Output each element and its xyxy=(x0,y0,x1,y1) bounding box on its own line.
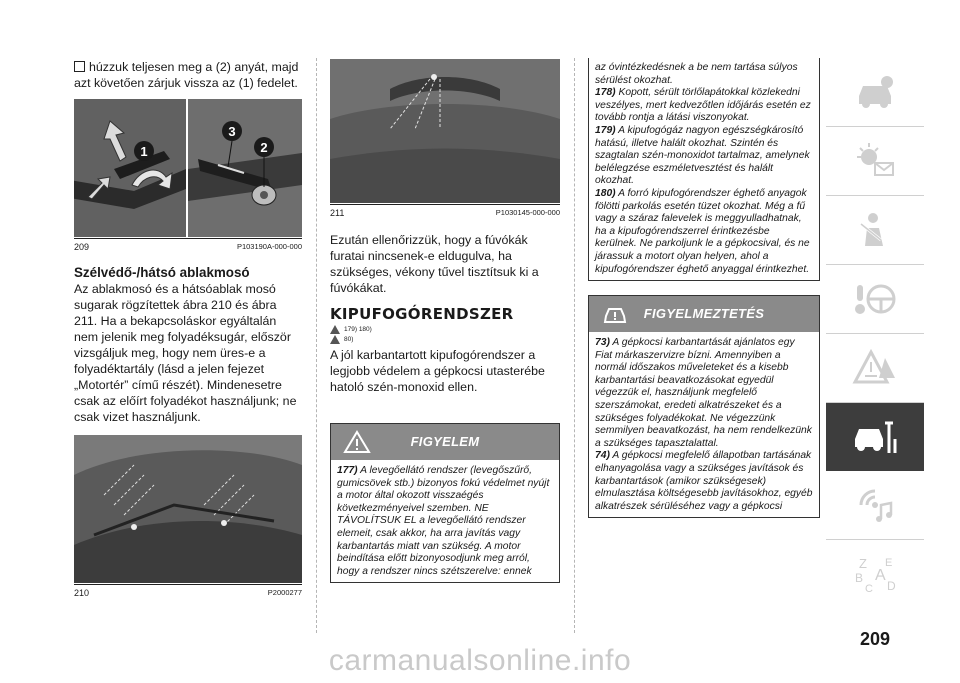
notice-refs-1: 80) xyxy=(330,335,560,344)
car-dashboard-icon xyxy=(851,72,899,112)
figure-code: P103190A-000-000 xyxy=(236,242,302,251)
notice-item-73: 73) A gépkocsi karbantartását ajánlatos egy Fiat márkaszervizre bízni. Amennyiben a normál időszakos műveleteket és a kisebb karbantartási beavatkozásokat egyedül végezzük el, használjunk megfelelő szerszámokat, eredeti alkatrészeket és a szükséges folyadékokat. Ne végezzünk semmilyen beavatkozást, ha nem rendelkezünk a szükséges tapasztalattal. xyxy=(595,337,812,449)
chapter-navigation xyxy=(826,58,924,608)
intro-paragraph: húzzuk teljesen meg a (2) anyát, majd azt követően zárjuk vissza az (1) fedelet. xyxy=(74,60,299,90)
callout-3: 3 xyxy=(228,124,236,139)
page-number: 209 xyxy=(859,629,891,649)
svg-text:Z: Z xyxy=(859,556,867,571)
nav-car-dashboard[interactable] xyxy=(826,58,924,127)
column-3 xyxy=(588,0,820,518)
nav-safety[interactable] xyxy=(826,196,924,265)
steering-wheel-icon xyxy=(851,279,899,319)
figure-code: P2000277 xyxy=(267,588,302,597)
notice-body xyxy=(589,332,819,517)
warning-triangle-icon xyxy=(851,348,899,388)
checkbox-marker-icon xyxy=(74,61,85,72)
warning-triangle-icon xyxy=(330,325,340,334)
nav-maintenance[interactable] xyxy=(826,403,924,471)
figure-211-caption xyxy=(330,204,560,218)
svg-text:C: C xyxy=(865,583,873,594)
section-title: Szélvédő-/hátsó ablakmosó xyxy=(74,265,250,280)
nav-index[interactable] xyxy=(826,540,924,608)
callout-1: 1 xyxy=(140,144,148,159)
rear-washer-photo xyxy=(330,59,560,203)
column-1 xyxy=(74,0,302,598)
warning-item-180: 180) A forró kipufogórendszer éghető anyagok fölötti parkolás esetén tüzet okozhat. Még a fű vagy a száraz falevelek is meggyulladhatnak, ha a kipufogórendszerrel érintkezésbe kerülnek. Ne parkoljunk le a gépkocsival, és ne járassuk a motort olyan helyen, ahol a kipufogórendszer éghető anyaggal érintkezhet. xyxy=(595,187,810,275)
warning-continuation-box xyxy=(588,58,820,281)
notice-triangle-icon xyxy=(330,335,340,344)
warning-continuation-body xyxy=(589,58,819,280)
wiper-arm-photo-left xyxy=(74,99,186,237)
warning-text: A levegőellátó rendszer (levegőszűrő, gumicsövek stb.) bizonyos fokú védelmet nyújt a motor által okozott visszaégés következményeivel szemben. NE TÁVOLÍTSUK EL a levegőellátó rendszer elemeit, csak akkor, ha arra javítás vagy karbantartás miatt van szükség. A motor beindítása előtt bizonyosodjunk meg arról, hogy a rendszer nincs szétszerelve: ennek xyxy=(337,465,550,577)
warning-title: FIGYELEM xyxy=(410,434,480,449)
warning-number: 177) xyxy=(337,465,358,476)
warning-box-header xyxy=(331,424,559,460)
svg-text:E: E xyxy=(885,557,893,569)
figure-210 xyxy=(74,435,302,598)
nozzle-text: Ezután ellenőrizzük, hogy a fúvókák furatai nincsenek-e eldugulva, ha szükséges, vékony tűvel tisztítsuk ki a fúvókákat. xyxy=(330,233,539,295)
exhaust-heading: KIPUFOGÓRENDSZER xyxy=(330,305,514,323)
figure-number: 210 xyxy=(74,588,90,598)
figure-number: 211 xyxy=(330,208,345,218)
warning-item-179: 179) A kipufogógáz nagyon egészségkárosító hatású, illetve halált okozhat. Szintén és szagtalan szén-monoxidot tartalmaz, amelynek belélegzése eszméletvesztést és halált okozhat. xyxy=(595,124,810,187)
figure-209 xyxy=(74,99,302,252)
nav-warning-lights[interactable] xyxy=(826,127,924,196)
warning-box xyxy=(330,423,560,583)
notice-item-74: 74) A gépkocsi megfelelő állapotban tartásának elhanyagolása vagy a szükséges javítások és karbantartások (amikor szükségesek) elmulasztása költségesebb javításokhoz, egyéb alkatrészek sérüléséhez vagy a gépkocsi xyxy=(595,450,813,512)
callout-2: 2 xyxy=(260,140,268,155)
figure-number: 209 xyxy=(74,242,90,252)
warning-item-178: 178) Kopott, sérült törlőlapátokkal közlekedni veszélyes, mert kedvezőtlen időjárás esetén ez tovább rontja a látási viszonyokat. xyxy=(595,87,811,124)
car-maintenance-icon xyxy=(851,417,899,457)
notice-title: FIGYELMEZTETÉS xyxy=(643,306,765,322)
notice-box-header xyxy=(589,296,819,332)
warning-refs-1: 179) 180) xyxy=(330,325,560,334)
figure-code: P1030145-000-000 xyxy=(495,208,560,217)
figure-211 xyxy=(330,59,560,218)
windscreen-washer-photo xyxy=(74,435,302,583)
svg-text:B: B xyxy=(855,571,864,585)
nav-multimedia[interactable] xyxy=(826,471,924,540)
watermark: carmanualsonline.info xyxy=(328,644,632,677)
exhaust-paragraph: A jól karbantartott kipufogórendszer a legjobb védelem a gépkocsi utasterébe hatoló szén-monoxid ellen. xyxy=(330,348,545,394)
continuation-text: az óvintézkedésnek a be nem tartása súlyos sérülést okozhat. xyxy=(595,62,798,86)
notice-box xyxy=(588,295,820,518)
figure-210-caption xyxy=(74,584,302,598)
svg-text:A: A xyxy=(875,567,886,584)
warning-lights-icon xyxy=(851,141,899,181)
warning-body xyxy=(331,460,559,582)
alphabetical-index-icon xyxy=(851,554,899,594)
section-text: Az ablakmosó és a hátsóablak mosó sugarak rögzítettek ábra 210 és ábra 211. Ha a bekapcsoláskor egyáltalán nem jelenik meg folyadéksugár, először vizsgáljuk meg, hogy nem üres-e a folyadéktartály (lásd a jelen fejezet „Motortér” című részét). Mindenesetre csak az előírt folyadékot használjunk; ne csak vizet használjunk. xyxy=(74,282,297,424)
figure-209-caption xyxy=(74,238,302,252)
wiper-arm-photo-right xyxy=(188,99,302,237)
nav-driving[interactable] xyxy=(826,265,924,334)
column-2 xyxy=(330,0,560,583)
multimedia-icon xyxy=(851,485,899,525)
svg-text:D: D xyxy=(887,579,896,593)
airbag-person-icon xyxy=(851,210,899,250)
nav-emergency[interactable] xyxy=(826,334,924,403)
